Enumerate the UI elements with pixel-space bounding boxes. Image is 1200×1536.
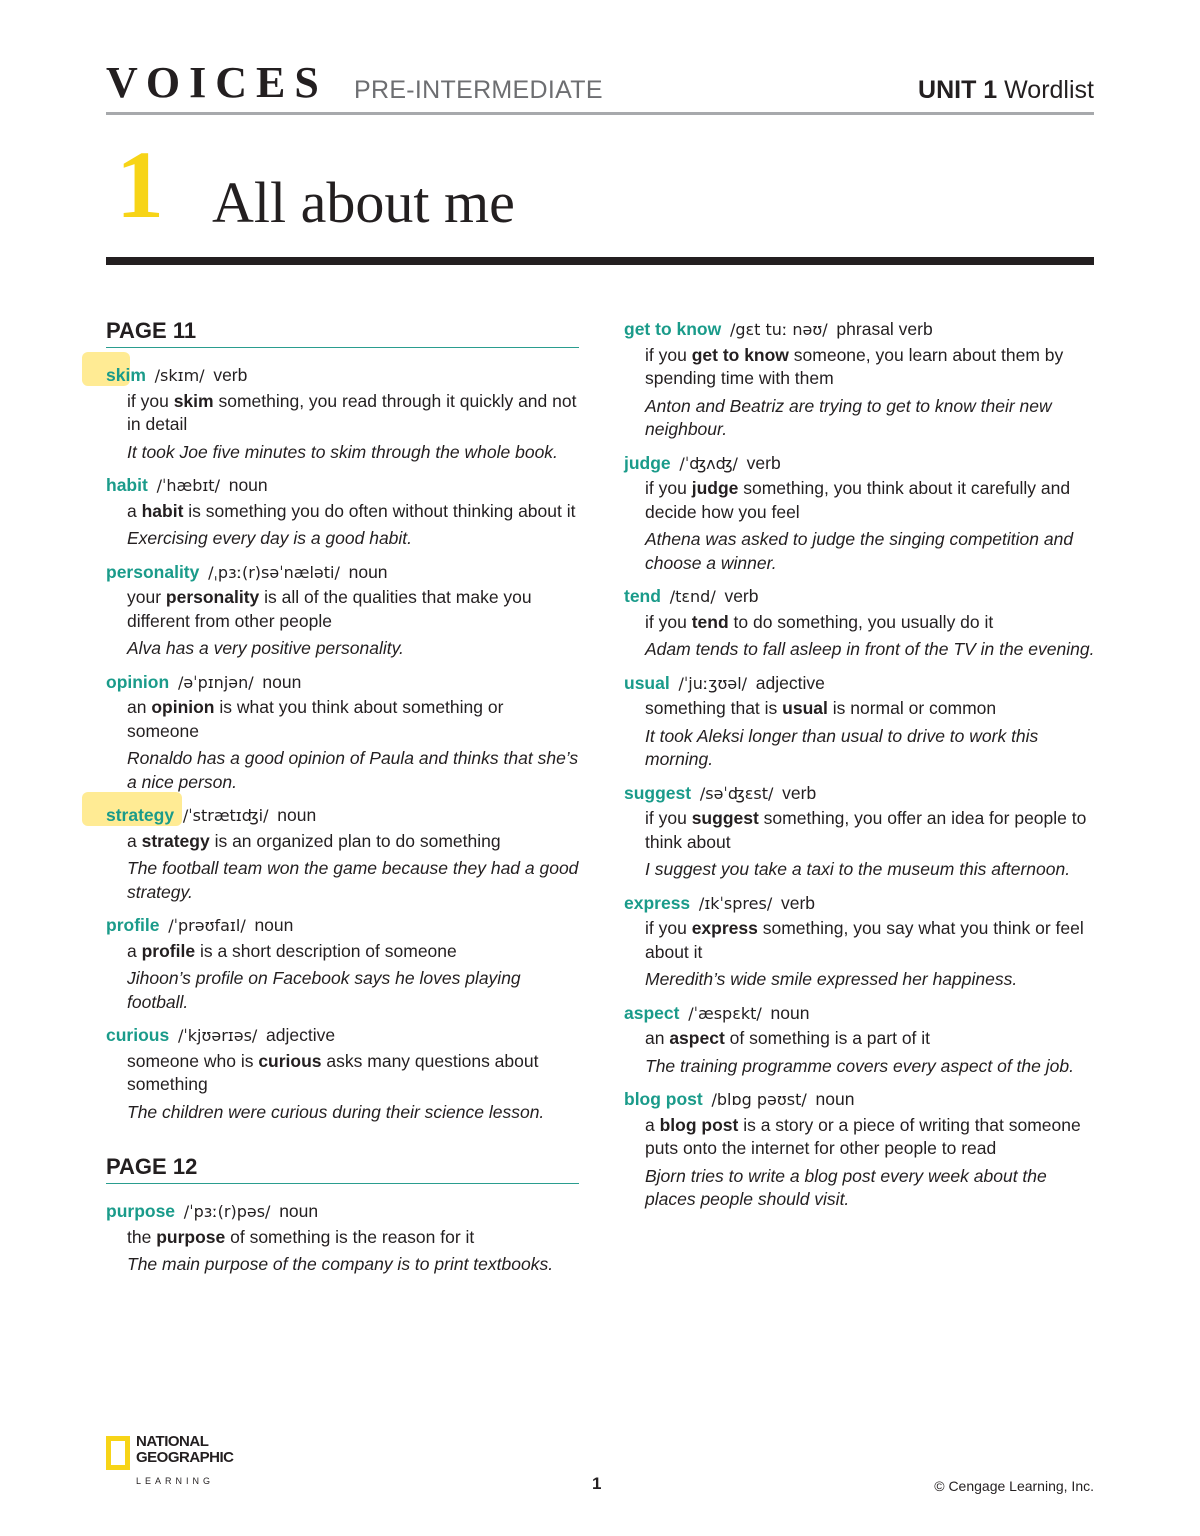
page-header — [106, 58, 1094, 112]
wordlist-entry — [624, 672, 1097, 772]
headword: profile — [106, 915, 160, 935]
example-sentence: The training programme covers every aspect of the job. — [645, 1055, 1074, 1076]
example-sentence: The football team won the game because they had a good strategy. — [127, 858, 579, 902]
pronunciation: /ˈjuːʒʊəl/ — [678, 673, 748, 693]
pronunciation: /gɛt tuː nəʊ/ — [729, 320, 828, 339]
definition-keyword: skim — [173, 390, 214, 411]
part-of-speech: noun — [228, 475, 268, 495]
brand-title: VOICES — [106, 58, 328, 107]
headword-line — [106, 804, 579, 828]
definition-start: a — [127, 830, 142, 851]
definition-keyword: habit — [141, 500, 184, 521]
unit-number: 1 — [116, 131, 164, 238]
pronunciation: /ɪkˈspres/ — [698, 893, 773, 913]
headword: skim — [106, 365, 146, 385]
definition-keyword: opinion — [151, 697, 215, 717]
headword-line — [624, 585, 1097, 609]
definition-start: someone who is — [127, 1050, 259, 1071]
definition-end: is something you do often without thinking about it — [183, 500, 576, 521]
part-of-speech: noun — [770, 1002, 810, 1023]
example-sentence: Jihoon’s profile on Facebook says he loves playing football. — [127, 968, 521, 1012]
wordlist-entry — [624, 1088, 1097, 1212]
definition-end: is a short description of someone — [195, 940, 457, 961]
pronunciation: /ˈkjʊərɪəs/ — [177, 1026, 258, 1045]
definition-keyword: aspect — [669, 1028, 725, 1048]
definition-end: something, you think about it carefully and decide how you feel — [645, 478, 1071, 522]
part-of-speech: adjective — [755, 672, 825, 693]
example-sentence: The children were curious during their science lesson. — [127, 1101, 545, 1122]
definition — [127, 830, 579, 854]
headword: usual — [624, 672, 670, 693]
headword-line — [106, 1024, 579, 1048]
headword: personality — [106, 561, 200, 582]
definition-end: of something is the reason for it — [225, 1226, 475, 1247]
headword: judge — [624, 452, 671, 473]
definition-start: if you — [645, 344, 692, 365]
definition-keyword: tend — [691, 611, 729, 632]
headword: habit — [106, 475, 148, 495]
headword-line — [624, 318, 1097, 342]
part-of-speech: verb — [213, 365, 248, 385]
headword-line — [106, 1200, 579, 1224]
definition-end: is all of the qualities that make you different from other people — [127, 587, 532, 631]
wordlist-entry — [106, 1024, 579, 1124]
definition-start: an — [645, 1028, 670, 1048]
definition — [127, 500, 579, 524]
definition-end: of something is a part of it — [724, 1028, 931, 1048]
wordlist-entry — [624, 318, 1097, 442]
part-of-speech: noun — [815, 1089, 855, 1109]
definition — [127, 1226, 579, 1250]
headword-line — [106, 561, 579, 585]
headword-line — [624, 1088, 1097, 1112]
definition-end: something, you read through it quickly and not in detail — [127, 390, 577, 434]
pronunciation: /ˈpɜː(r)pəs/ — [183, 1202, 271, 1221]
definition — [645, 1114, 1097, 1161]
example-sentence: I suggest you take a taxi to the museum this afternoon. — [645, 859, 1071, 879]
headword: curious — [106, 1025, 170, 1045]
wordlist-entry — [106, 804, 579, 904]
example-sentence: Adam tends to fall asleep in front of the TV in the evening. — [645, 639, 1095, 659]
pronunciation: /ˈæspɛkt/ — [688, 1003, 762, 1023]
headword-line — [624, 782, 1097, 806]
part-of-speech: noun — [254, 915, 294, 935]
headword-line — [106, 914, 579, 938]
headword: opinion — [106, 671, 170, 692]
pronunciation: /ˈʤʌʤ/ — [679, 453, 738, 473]
wordlist-entry — [106, 1200, 579, 1277]
headword: aspect — [624, 1002, 680, 1023]
definition-keyword: blog post — [659, 1114, 739, 1135]
definition-end: to do something, you usually do it — [728, 611, 994, 632]
definition — [127, 586, 579, 633]
definition-keyword: usual — [782, 698, 828, 718]
definition-keyword: personality — [165, 587, 260, 607]
example-sentence: Anton and Beatriz are trying to get to know their new neighbour. — [645, 395, 1052, 439]
definition-start: a — [127, 940, 142, 961]
unit-title: All about me — [212, 170, 515, 235]
definition — [645, 697, 1097, 721]
pronunciation: /ˈprəʊfaɪl/ — [168, 916, 246, 935]
definition-end: is an organized plan to do something — [209, 830, 501, 851]
definition-end: something, you say what you think or feel about it — [645, 918, 1084, 962]
pronunciation: /skɪm/ — [154, 366, 205, 385]
entries-page-12-left — [106, 1200, 579, 1277]
example-sentence: Athena was asked to judge the singing competition and choose a winner. — [645, 529, 1074, 573]
title-divider — [106, 257, 1094, 265]
part-of-speech: verb — [780, 892, 816, 913]
header-divider — [106, 112, 1094, 115]
headword: tend — [624, 586, 661, 606]
definition-end: is normal or common — [827, 698, 997, 718]
definition-start: a — [645, 1114, 660, 1135]
definition-start: if you — [127, 390, 174, 411]
definition-end: someone, you learn about them by spending time with them — [645, 344, 1064, 388]
definition-keyword: express — [691, 918, 758, 938]
example-sentence: Exercising every day is a good habit. — [127, 528, 413, 548]
definition — [127, 940, 579, 964]
logo-frame-icon — [106, 1436, 130, 1470]
entries-page-12-right — [624, 318, 1097, 1212]
definition — [645, 917, 1097, 964]
wordlist-entry — [624, 585, 1097, 662]
definition-keyword: get to know — [691, 344, 789, 365]
headword-line — [624, 892, 1097, 916]
pronunciation: /ˌpɜː(r)səˈnæləti/ — [208, 562, 340, 582]
definition-keyword: suggest — [691, 808, 759, 828]
logo-text — [136, 1434, 234, 1466]
national-geographic-logo — [106, 1434, 246, 1492]
definition-start: if you — [645, 611, 692, 632]
headword-line — [106, 474, 579, 498]
pronunciation: /səˈʤɛst/ — [699, 783, 774, 803]
definition-start: if you — [645, 918, 692, 938]
definition-keyword: judge — [691, 478, 739, 498]
definition — [127, 390, 579, 437]
entries-page-11 — [106, 364, 579, 1124]
example-sentence: Ronaldo has a good opinion of Paula and thinks that she’s a nice person. — [127, 748, 579, 792]
definition-keyword: strategy — [141, 830, 210, 851]
part-of-speech: verb — [746, 452, 781, 473]
headword: purpose — [106, 1201, 176, 1221]
part-of-speech: adjective — [266, 1025, 336, 1045]
definition-keyword: profile — [141, 940, 196, 961]
part-of-speech: noun — [262, 671, 302, 692]
headword: get to know — [624, 319, 722, 339]
copyright: © Cengage Learning, Inc. — [934, 1478, 1094, 1494]
wordlist-entry — [624, 782, 1097, 882]
definition-start: an — [127, 697, 152, 717]
headword: suggest — [624, 782, 692, 803]
part-of-speech: noun — [348, 561, 388, 582]
part-of-speech: noun — [277, 805, 317, 825]
headword-line — [106, 364, 579, 388]
wordlist-entry — [106, 561, 579, 661]
definition-start: a — [127, 500, 142, 521]
wordlist-entry — [106, 364, 579, 464]
definition-start: the — [127, 1226, 157, 1247]
example-sentence: The main purpose of the company is to print textbooks. — [127, 1254, 554, 1274]
definition — [645, 807, 1097, 854]
definition-keyword: curious — [258, 1050, 322, 1071]
definition-start: if you — [645, 808, 692, 828]
part-of-speech: verb — [724, 586, 759, 606]
definition-start: something that is — [645, 698, 783, 718]
logo-line-1: NATIONAL — [136, 1433, 209, 1450]
example-sentence: It took Aleksi longer than usual to drive to work this morning. — [645, 725, 1039, 769]
unit-label: UNIT 1 — [918, 76, 998, 104]
wordlist-entry — [624, 452, 1097, 576]
headword-line — [624, 452, 1097, 476]
definition-end: is a story or a piece of writing that someone puts onto the internet for other people to read — [645, 1114, 1081, 1158]
unit-suffix: Wordlist — [1004, 76, 1094, 104]
definition — [645, 1027, 1097, 1051]
example-sentence: It took Joe five minutes to skim through the whole book. — [127, 441, 558, 462]
unit-tag — [918, 76, 1094, 105]
definition — [645, 477, 1097, 524]
wordlist-entry — [106, 671, 579, 795]
page-number: 1 — [592, 1474, 602, 1493]
definition — [127, 696, 579, 743]
example-sentence: Meredith’s wide smile expressed her happiness. — [645, 969, 1018, 989]
right-column — [624, 318, 1097, 1222]
pronunciation: /tɛnd/ — [669, 587, 716, 606]
section-heading-page-12: PAGE 12 — [106, 1154, 579, 1184]
definition-end: asks many questions about something — [127, 1050, 539, 1094]
definition-start: if you — [645, 478, 692, 498]
left-column — [106, 318, 579, 1287]
example-sentence: Bjorn tries to write a blog post every week about the places people should visit. — [645, 1165, 1047, 1209]
wordlist-entry — [106, 914, 579, 1014]
headword-line — [106, 671, 579, 695]
part-of-speech: noun — [279, 1201, 319, 1221]
wordlist-entry — [624, 1002, 1097, 1079]
definition — [645, 344, 1097, 391]
wordlist-entry — [624, 892, 1097, 992]
part-of-speech: phrasal verb — [836, 319, 933, 339]
wordlist-entry — [106, 474, 579, 551]
level-label: PRE-INTERMEDIATE — [354, 76, 603, 104]
pronunciation: /ˈstrætɪʤi/ — [182, 806, 269, 825]
logo-line-2: GEOGRAPHIC — [136, 1449, 234, 1466]
pronunciation: /əˈpɪnjən/ — [177, 672, 254, 692]
pronunciation: /ˈhæbɪt/ — [156, 476, 220, 495]
definition — [127, 1050, 579, 1097]
definition-start: your — [127, 587, 166, 607]
example-sentence: Alva has a very positive personality. — [127, 638, 404, 658]
pronunciation: /blɒg pəʊst/ — [711, 1090, 807, 1109]
headword: blog post — [624, 1089, 703, 1109]
logo-subtitle: LEARNING — [136, 1476, 215, 1486]
headword: express — [624, 892, 691, 913]
headword: strategy — [106, 805, 175, 825]
definition-end: is what you think about something or someone — [127, 697, 504, 741]
section-heading-page-11: PAGE 11 — [106, 318, 579, 348]
definition-end: something, you offer an idea for people to think about — [645, 808, 1087, 852]
definition — [645, 611, 1097, 635]
definition-keyword: purpose — [156, 1226, 226, 1247]
headword-line — [624, 672, 1097, 696]
part-of-speech: verb — [782, 782, 817, 803]
headword-line — [624, 1002, 1097, 1026]
